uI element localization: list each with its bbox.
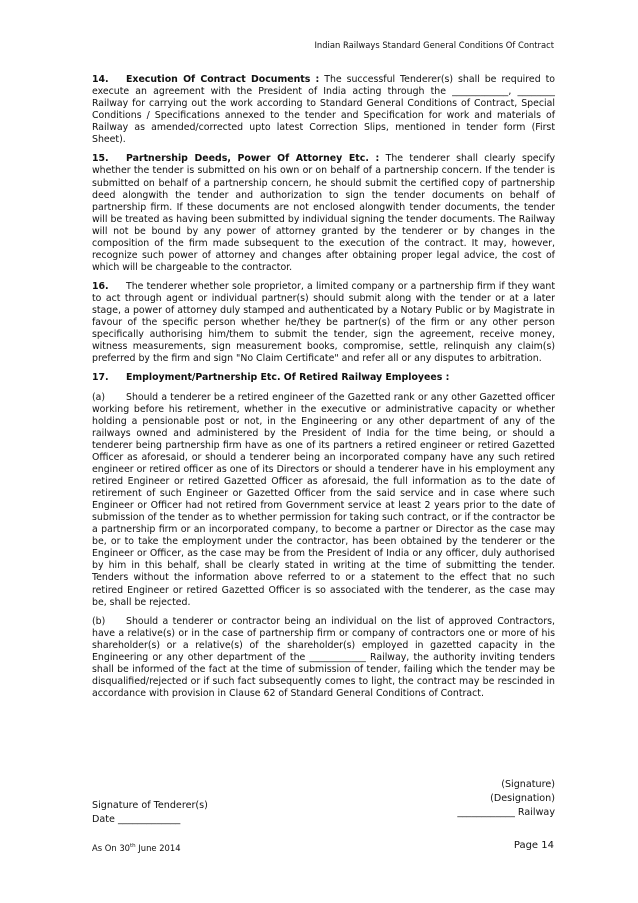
clause-17a-label: (a) [92,391,106,403]
footer-date-prefix: As On 30 [92,843,130,853]
page-number: Page 14 [513,840,554,851]
clause-14-text: The successful Tenderer(s) shall be required to execute an agreement with the President of India acting through the ____________, ________ Railway for carrying out the work according to Standard General Conditions of Contract, Special Conditions / Specifications annexed to the tender and Specification for work and materials of Railway as amended/corrected upto latest Correction Slips, mentioned in tender form (First Sheet). [92,74,555,146]
clause-15-number: 15. [92,153,109,165]
footer-date-sup: th [129,843,136,850]
clause-17b-text: Should a tenderer or contractor being an individual on the list of approved Contractors, have a relative(s) or in the case of partnership firm or company of contractors one or more of his shareholder(s) or a relative(s) of the shareholder(s) employed in gazetted capacity in the Engineering or any other department of the ____________ Railway, the authority inviting tenders shall be informed of the fact at the time of submission of tender, failing which the tender may be disqualified/rejected or if such fact subsequently comes to light, the contract may be rescinded in accordance with provision in Clause 62 of Standard General Conditions of Contract. [92,615,555,699]
clause-14-heading: Execution Of Contract Documents : [126,74,320,85]
signature-label: (Signature) [501,779,555,790]
document-body [92,74,555,707]
footer-date-suffix: June 2014 [135,843,181,853]
clause-14-number: 14. [92,74,109,85]
clause-15 [92,153,555,274]
clause-17-title [92,372,555,384]
signature-right [457,778,555,820]
tenderer-signature-label: Signature of Tenderer(s) [92,800,208,811]
clause-16-number: 16. [92,281,109,292]
clause-16-text: The tenderer whether sole proprietor, a limited company or a partnership firm if they want to act through agent or individual partner(s) should submit along with the tender or at a later stage, a power of attorney duly stamped and authenticated by a Notary Public or by Magistrate in favour of the specific person whether he/they be partner(s) of the firm or any other person specifically authorising him/them to submit the tender, sign the agreement, receive money, witness measurements, sign measurement books, compromise, settle, relinquish any claim(s) preferred by the firm and sign "No Claim Certificate" and refer all or any disputes to arbitration. [92,281,555,365]
footer-date [92,843,181,853]
clause-17-number: 17. [92,372,109,384]
clause-17b-label: (b) [92,615,106,627]
page-header: Indian Railways Standard General Conditions Of Contract [314,40,554,50]
clause-17b [92,616,555,700]
clause-17a [92,392,555,609]
clause-15-text: The tenderer shall clearly specify whether the tender is submitted on his own or on behalf of a partnership concern. If the tender is submitted on behalf of a partnership concern, he should submit the certified copy of partnership deed alongwith the tender and authorization to sign the tender documents on behalf of partnership firm. If these documents are not enclosed alongwith tender documents, the tender will be treated as having been submitted by individual signing the tender documents. The Railway will not be bound by any power of attorney granted by the tenderer or by changes in the composition of the firm made subsequent to the execution of the contract. It may, however, recognize such power of attorney and changes after obtaining proper legal advice, the cost of which will be chargeable to the contractor. [92,153,555,273]
signature-block [92,778,555,830]
signature-left [92,799,208,827]
clause-15-heading: Partnership Deeds, Power Of Attorney Etc. : [126,153,380,165]
clause-17a-text: Should a tenderer be a retired engineer of the Gazetted rank or any other Gazetted officer working before his retirement, whether in the executive or administrative capacity or whether holding a pensionable post or not, in the Engineering or any other department of any of the railways owned and administered by the President of India for the time being, or should a tenderer being partnership firm have as one of its partners a retired engineer or retired Gazetted Officer as aforesaid, or should a tenderer being an incorporated company have any such retired engineer or retired officer as one of its Directors or should a tenderer have in his employment any retired Engineer or retired Gazetted Officer as aforesaid, the full information as to the date of retirement of such Engineer or Gazetted Officer from the said service and in case where such Engineer or Officer had not retired from Government service at least 2 years prior to the date of submission of the tender as to whether permission for taking such contract, or if the contractor be a partnership firm or an incorporated company, to become a partner or Director as the case may be, or to take the employment under the contractor, has been obtained by the tenderer or the Engineer or Officer, as the case may be from the President of India or any officer, duly authorised by him in this behalf, shall be clearly stated in writing at the time of submitting the tender. Tenders without the information above referred to or a statement to the effect that no such retired Engineer or retired Gazetted Officer is so associated with the tenderer, as the case may be, shall be rejected. [92,391,555,608]
clause-14 [92,74,555,146]
clause-17-heading: Employment/Partnership Etc. Of Retired Railway Employees : [126,372,450,384]
designation-label: (Designation) [490,793,555,804]
clause-16 [92,281,555,365]
railway-label: ____________ Railway [457,807,555,818]
date-label: Date _____________ [92,814,181,825]
